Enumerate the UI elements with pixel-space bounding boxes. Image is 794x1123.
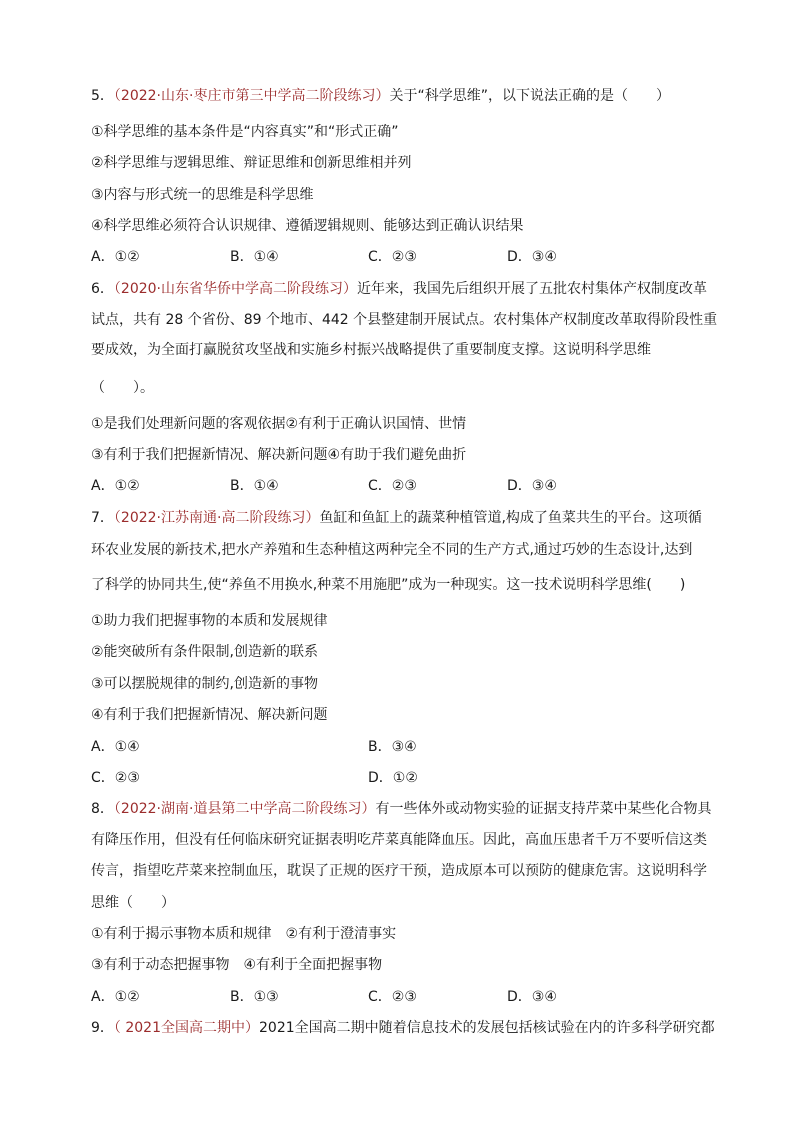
question-stem	[91, 508, 702, 528]
statement-item: ①助力我们把握事物的本质和发展规律	[91, 613, 328, 629]
question-number: 9．	[91, 1020, 114, 1036]
question-stem	[91, 799, 711, 819]
question-stem	[91, 1018, 715, 1038]
option-d: D．①②	[368, 770, 418, 786]
option-b: B．①④	[230, 249, 279, 265]
option-a: A．①②	[91, 989, 140, 1005]
statement-item: ①科学思维的基本条件是“内容真实”和“形式正确”	[91, 124, 399, 140]
question-text-line: （ ）。	[91, 380, 154, 396]
option-d: D．③④	[507, 249, 557, 265]
question-text: 鱼缸和鱼缸上的蔬菜种植管道,构成了鱼菜共生的平台。这项循	[319, 510, 702, 526]
question-number: 6．	[91, 281, 114, 297]
option-c: C．②③	[91, 770, 140, 786]
question-stem	[91, 86, 670, 106]
question-number: 7．	[91, 510, 114, 526]
question-text-line: 思维（ ）	[91, 895, 175, 911]
question-text-line: 有降压作用，但没有任何临床研究证据表明吃芹菜真能降血压。因此，高血压患者千万不要听信这类	[91, 832, 707, 848]
statement-item: ③有利于动态把握事物 ④有利于全面把握事物	[91, 957, 383, 973]
statement-item: ②科学思维与逻辑思维、辩证思维和创新思维相并列	[91, 155, 412, 171]
option-b: B．①③	[230, 989, 279, 1005]
question-text: 有一些体外或动物实验的证据支持芹菜中某些化合物具	[375, 801, 712, 817]
question-text: 近年来，我国先后组织开展了五批农村集体产权制度改革	[357, 281, 708, 297]
question-stem	[91, 279, 707, 299]
question-text: 关于“科学思维”，以下说法正确的是（ ）	[389, 88, 670, 104]
option-c: C．②③	[368, 478, 417, 494]
question-text-line: 要成效，为全面打赢脱贫攻坚战和实施乡村振兴战略提供了重要制度支撑。这说明科学思维	[91, 342, 651, 358]
question-source: （2020·山东省华侨中学高二阶段练习）	[113, 281, 358, 297]
statement-item: ①是我们处理新问题的客观依据②有利于正确认识国情、世情	[91, 416, 467, 432]
question-source: （2022·湖南·道县第二中学高二阶段练习）	[113, 801, 376, 817]
statement-item: ①有利于揭示事物本质和规律 ②有利于澄清事实	[91, 926, 397, 942]
statement-item: ②能突破所有条件限制,创造新的联系	[91, 644, 319, 660]
question-source: （ 2021全国高二期中）	[113, 1020, 260, 1036]
question-text-line: 传言，指望吃芹菜来控制血压，耽误了正规的医疗干预，造成原本可以预防的健康危害。这说明科学	[91, 863, 707, 879]
question-source: （2022·江苏南通·高二阶段练习）	[113, 510, 320, 526]
question-text-line: 了科学的协同共生,使“养鱼不用换水,种菜不用施肥”成为一种现实。这一技术说明科学思维( )	[91, 577, 686, 593]
statement-item: ③可以摆脱规律的制约,创造新的事物	[91, 676, 319, 692]
option-d: D．③④	[507, 478, 557, 494]
statement-item: ④科学思维必须符合认识规律、遵循逻辑规则、能够达到正确认识结果	[91, 218, 524, 234]
statement-item: ③有利于我们把握新情况、解决新问题④有助于我们避免曲折	[91, 447, 467, 463]
option-b: B．①④	[230, 478, 279, 494]
question-source: （2022·山东·枣庄市第三中学高二阶段练习）	[113, 88, 390, 104]
question-text-line: 环农业发展的新技术,把水产养殖和生态种植这两种完全不同的生产方式,通过巧妙的生态设计,达到	[91, 542, 693, 558]
statement-item: ③内容与形式统一的思维是科学思维	[91, 187, 314, 203]
question-text-line: 试点，共有 28 个省份、89 个地市、442 个县整建制开展试点。农村集体产权制度改革取得阶段性重	[91, 312, 718, 328]
question-text: 2021全国高二期中随着信息技术的发展包括核试验在内的许多科学研究都	[259, 1020, 715, 1036]
statement-item: ④有利于我们把握新情况、解决新问题	[91, 707, 328, 723]
question-number: 5．	[91, 88, 114, 104]
option-a: A．①④	[91, 739, 140, 755]
option-c: C．②③	[368, 989, 417, 1005]
option-d: D．③④	[507, 989, 557, 1005]
option-c: C．②③	[368, 249, 417, 265]
option-b: B．③④	[368, 739, 417, 755]
option-a: A．①②	[91, 478, 140, 494]
option-a: A．①②	[91, 249, 140, 265]
question-number: 8．	[91, 801, 114, 817]
